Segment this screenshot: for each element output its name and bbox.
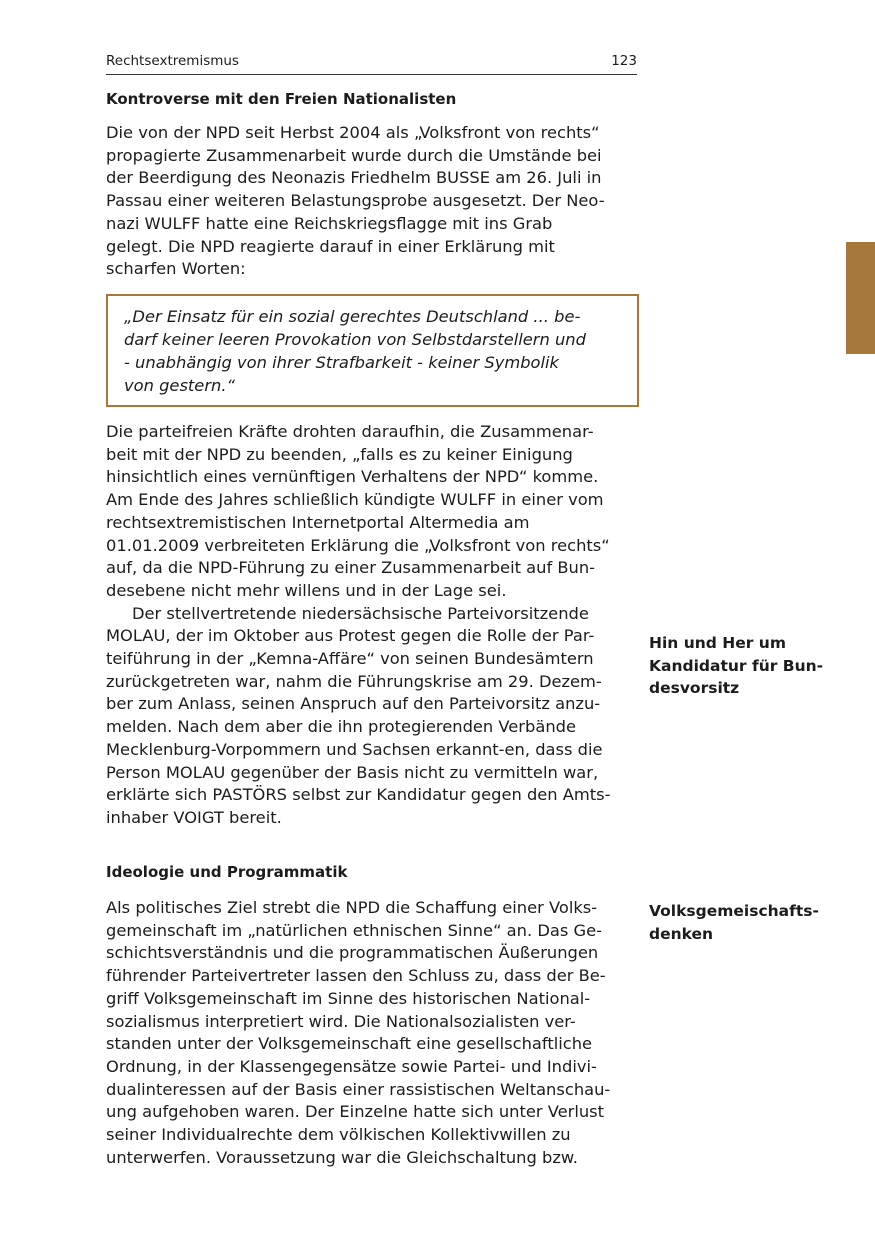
quote-line: „Der Einsatz für ein sozial gerechtes Deutschland ... be- xyxy=(124,307,581,326)
text-line: 01.01.2009 verbreiteten Erklärung die „Volksfront von rechts“ xyxy=(106,535,610,555)
text-line: MOLAU, der im Oktober aus Protest gegen die Rolle der Par- xyxy=(106,626,595,646)
text-line: Der stellvertretende niedersächsische Parteivorsitzende xyxy=(132,603,589,623)
text-line: hinsichtlich eines vernünftigen Verhaltens der NPD“ komme. xyxy=(106,467,599,487)
text-line: erklärte sich PASTÖRS selbst zur Kandidatur gegen den Amts- xyxy=(106,785,611,805)
text-line: ber zum Anlass, seinen Anspruch auf den Parteivorsitz anzu- xyxy=(106,694,601,714)
running-header xyxy=(106,50,637,75)
margin-note-line: desvorsitz xyxy=(649,679,740,697)
text-line: inhaber VOIGT bereit. xyxy=(106,807,282,827)
quote-line: darf keiner leeren Provokation von Selbstdarstellern und xyxy=(124,330,586,349)
quote-box xyxy=(106,294,639,407)
text-line: melden. Nach dem aber die ihn protegierenden Verbände xyxy=(106,717,576,737)
text-line: der Beerdigung des Neonazis Friedhelm BUSSE am 26. Juli in xyxy=(106,168,602,188)
text-line: zurückgetreten war, nahm die Führungskrise am 29. Dezem- xyxy=(106,671,602,691)
text-line: schichtsverständnis und die programmatischen Äußerungen xyxy=(106,943,599,963)
text-line: Die von der NPD seit Herbst 2004 als „Volksfront von rechts“ xyxy=(106,123,600,142)
section-heading-ideology: Ideologie und Programmatik xyxy=(106,863,348,881)
margin-note-line: Hin und Her um xyxy=(649,634,786,652)
paragraph-volksgemeinschaft xyxy=(106,897,637,1169)
text-line: griff Volksgemeinschaft im Sinne des historischen National- xyxy=(106,988,591,1008)
text-line: gelegt. Die NPD reagierte darauf in einer Erklärung mit xyxy=(106,236,555,256)
section-heading-controversy: Kontroverse mit den Freien Nationalisten xyxy=(106,90,457,108)
text-line: Als politisches Ziel strebt die NPD die Schaffung einer Volks- xyxy=(106,898,598,917)
text-line: scharfen Worten: xyxy=(106,259,246,279)
text-line: Ordnung, in der Klassengegensätze sowie Partei- und Indivi- xyxy=(106,1056,597,1076)
quote-line: - unabhängig von ihrer Strafbarkeit - keiner Symbolik xyxy=(124,353,559,372)
quote-line: von gestern.“ xyxy=(124,376,235,395)
paragraph-parteifreie xyxy=(106,421,637,830)
text-line: gemeinschaft im „natürlichen ethnischen Sinne“ an. Das Ge- xyxy=(106,920,603,940)
text-line: propagierte Zusammenarbeit wurde durch die Umstände bei xyxy=(106,145,602,165)
header-title: Rechtsextremismus xyxy=(106,53,239,69)
margin-note-line: denken xyxy=(649,924,714,943)
text-line: auf, da die NPD-Führung zu einer Zusammenarbeit auf Bun- xyxy=(106,558,596,578)
text-line: teiführung in der „Kemna-Affäre“ von seinen Bundesämtern xyxy=(106,649,594,669)
paragraph-volksfront xyxy=(106,122,637,281)
chapter-tab-marker xyxy=(846,242,875,354)
margin-note-volksgemeinschaft xyxy=(649,900,839,945)
margin-note-line: Kandidatur für Bun- xyxy=(649,656,824,675)
text-line: Die parteifreien Kräfte drohten daraufhin, die Zusammenar- xyxy=(106,422,594,441)
text-line: sozialismus interpretiert wird. Die Nationalsozialisten ver- xyxy=(106,1011,576,1031)
margin-note-kandidatur xyxy=(649,632,839,700)
text-line: dualinteressen auf der Basis einer rassistischen Weltanschau- xyxy=(106,1079,611,1099)
text-line: Am Ende des Jahres schließlich kündigte WULFF in einer vom xyxy=(106,490,604,510)
text-line: desebene nicht mehr willens und in der Lage sei. xyxy=(106,580,507,600)
page-number: 123 xyxy=(611,53,637,69)
text-line: führender Parteivertreter lassen den Schluss zu, dass der Be- xyxy=(106,966,606,986)
text-line: Passau einer weiteren Belastungsprobe ausgesetzt. Der Neo- xyxy=(106,191,605,211)
text-line: nazi WULFF hatte eine Reichskriegsflagge mit ins Grab xyxy=(106,213,553,233)
quote-text xyxy=(124,305,586,397)
text-line: Person MOLAU gegenüber der Basis nicht zu vermitteln war, xyxy=(106,762,599,782)
text-line: unterwerfen. Voraussetzung war die Gleichschaltung bzw. xyxy=(106,1147,578,1167)
text-line: seiner Individualrechte dem völkischen Kollektivwillen zu xyxy=(106,1125,571,1145)
margin-note-line: Volksgemeischafts- xyxy=(649,902,819,920)
text-line: standen unter der Volksgemeinschaft eine gesellschaftliche xyxy=(106,1034,593,1054)
text-line: beit mit der NPD zu beenden, „falls es zu keiner Einigung xyxy=(106,444,573,464)
text-line: rechtsextremistischen Internetportal Altermedia am xyxy=(106,512,530,532)
text-line: Mecklenburg-Vorpommern und Sachsen erkannt-en, dass die xyxy=(106,739,603,759)
text-line: ung aufgehoben waren. Der Einzelne hatte sich unter Verlust xyxy=(106,1102,605,1122)
